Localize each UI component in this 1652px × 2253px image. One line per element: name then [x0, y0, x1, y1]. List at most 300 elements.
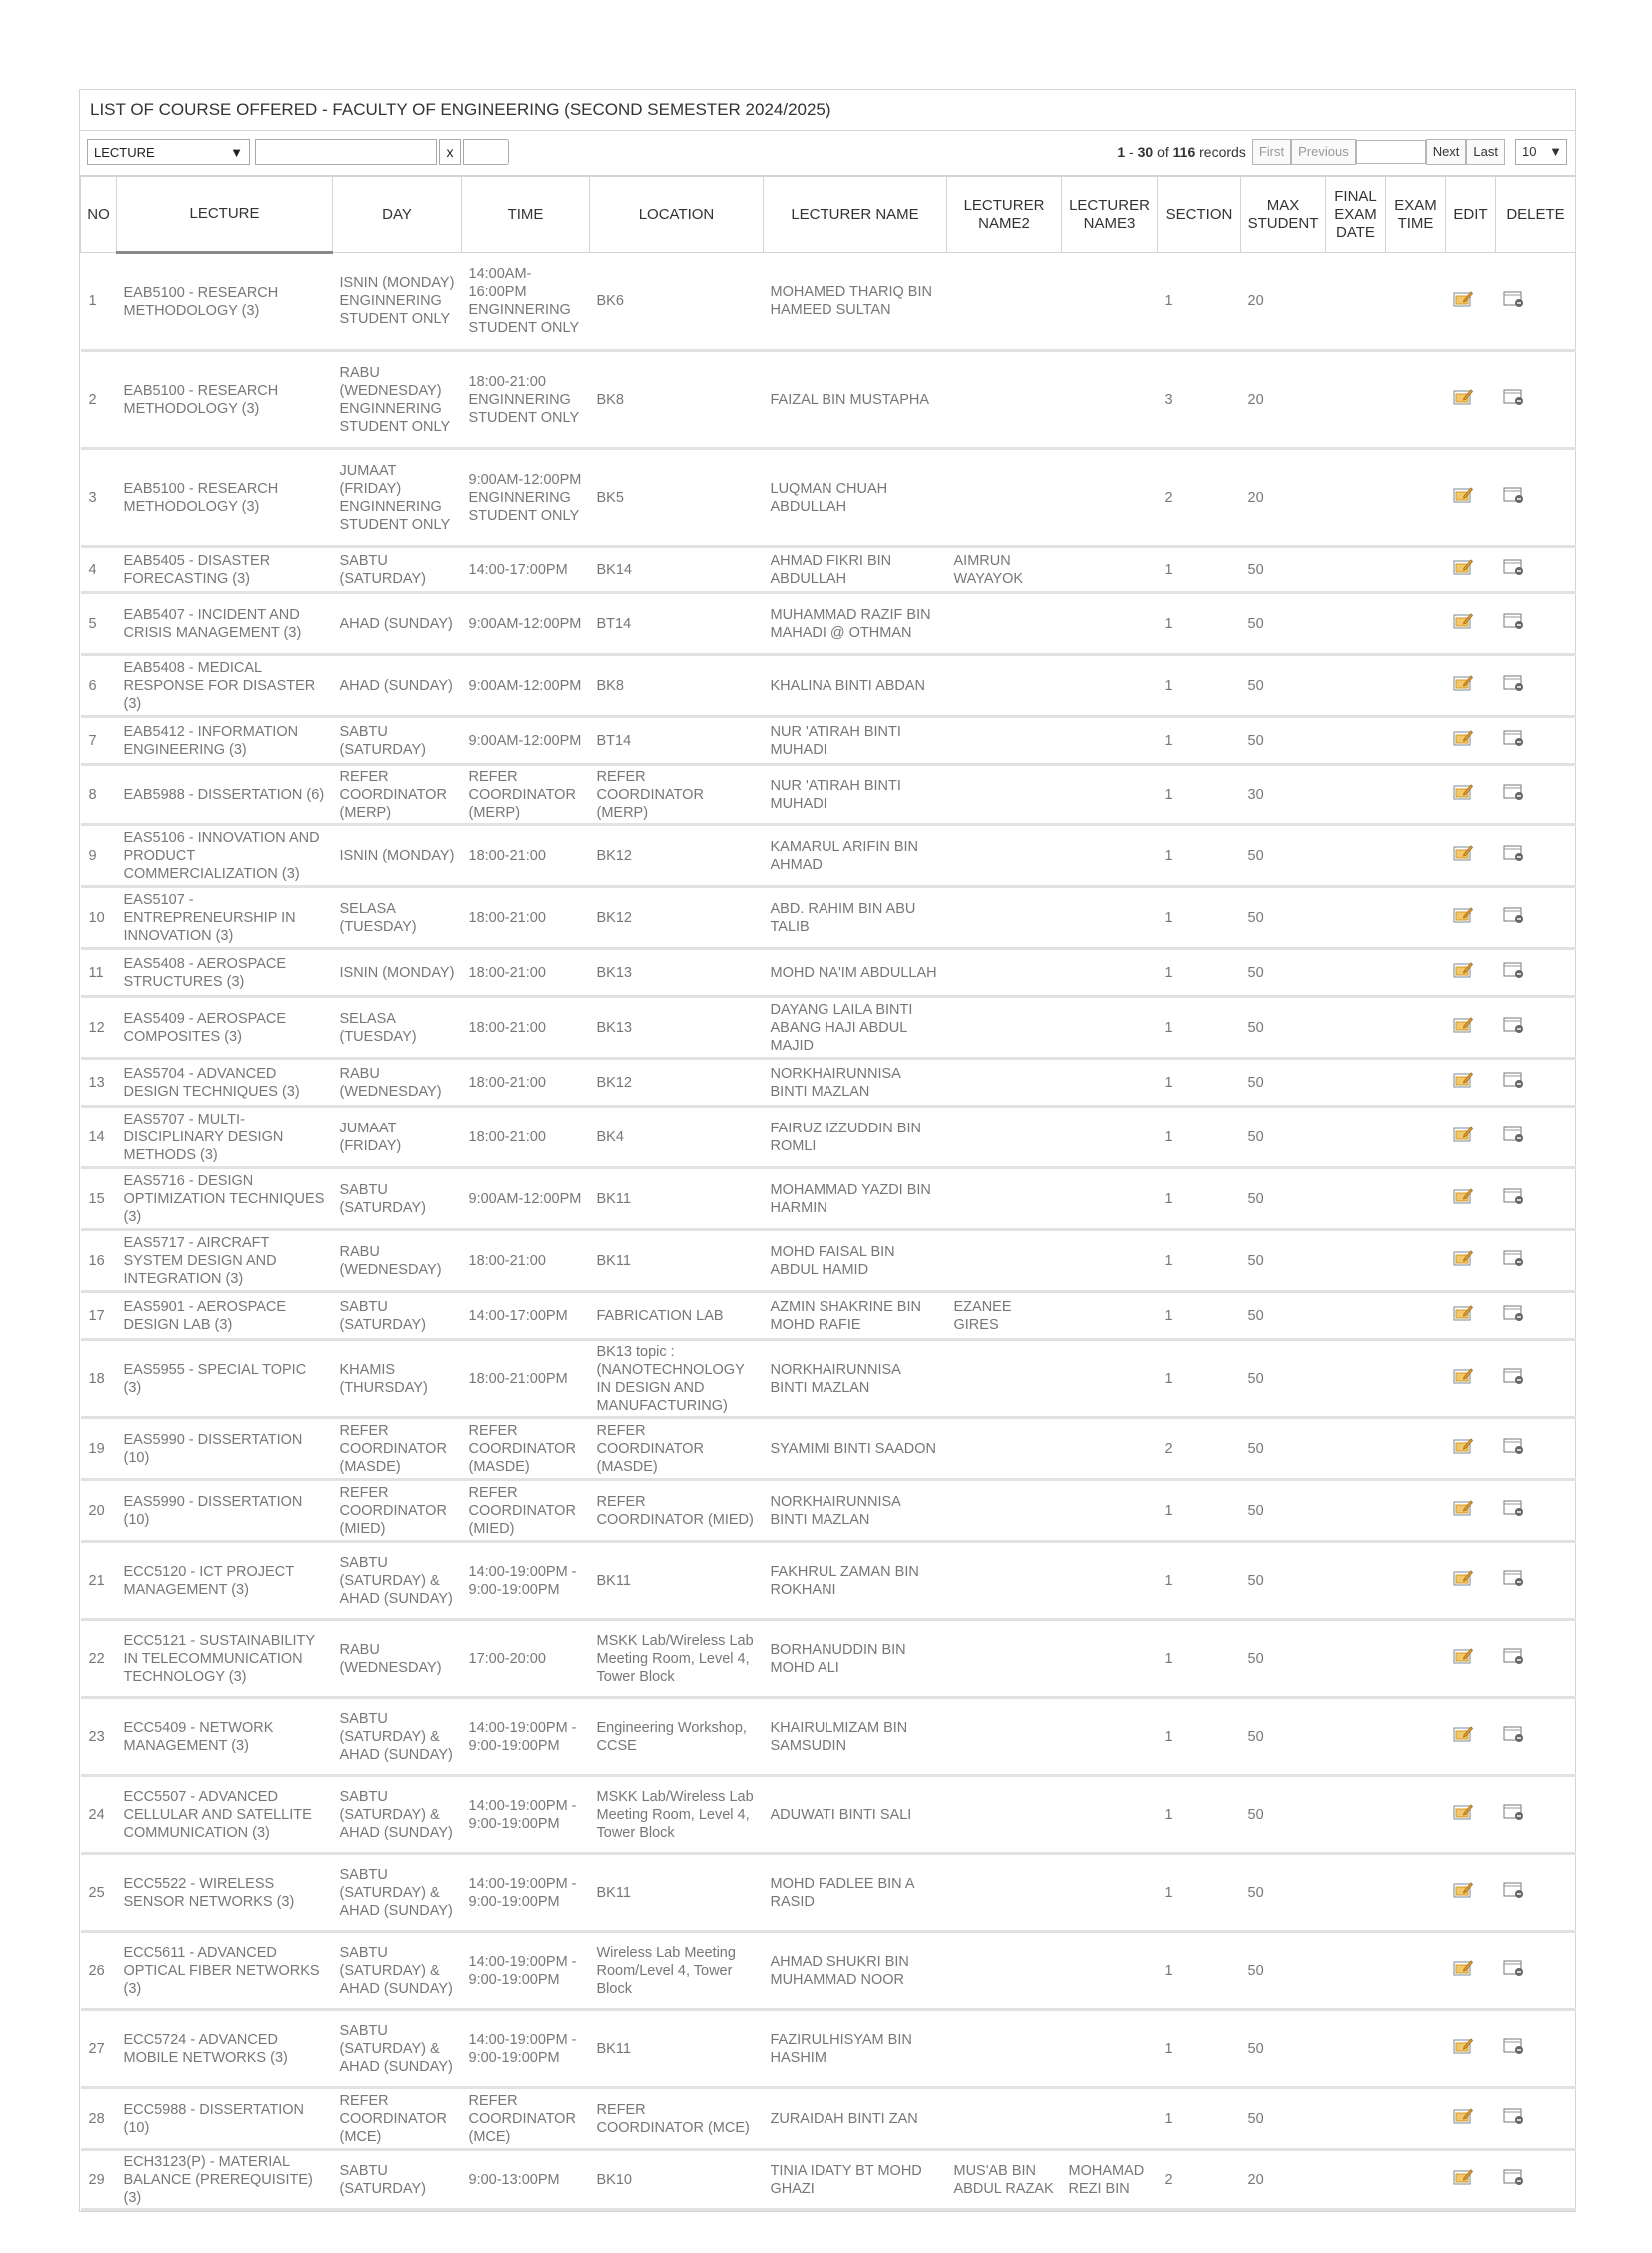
row-day: SABTU (SATURDAY)	[333, 717, 462, 765]
row-lecturer-name: NORKHAIRUNNISA BINTI MAZLAN	[764, 1340, 947, 1418]
row-lecturer-name: NORKHAIRUNNISA BINTI MAZLAN	[764, 1059, 947, 1107]
table-row	[81, 1230, 1576, 1292]
edit-button[interactable]	[1446, 717, 1496, 765]
row-lecturer-name: NUR 'ATIRAH BINTI MUHADI	[764, 717, 947, 765]
delete-icon[interactable]	[1503, 1881, 1525, 1904]
row-time: REFER COORDINATOR (MERP)	[462, 765, 590, 825]
row-lecturer-name3	[1062, 1059, 1158, 1107]
row-day: REFER COORDINATOR (MERP)	[333, 765, 462, 825]
previous-page-button[interactable]: Previous	[1291, 139, 1356, 165]
row-day: RABU (WEDNESDAY) ENGINNERING STUDENT ONLY	[333, 351, 462, 449]
row-lecture: EAS5107 - ENTREPRENEURSHIP IN INNOVATION (3)	[117, 887, 333, 949]
row-section: 1	[1158, 1059, 1241, 1107]
row-lecturer-name: MOHAMMAD YAZDI BIN HARMIN	[764, 1168, 947, 1230]
row-exam-time	[1386, 949, 1446, 997]
row-lecturer-name3	[1062, 1776, 1158, 1854]
course-table	[80, 176, 1576, 2211]
row-lecturer-name2	[947, 1698, 1062, 1776]
row-lecture: EAS5990 - DISSERTATION (10)	[117, 1480, 333, 1542]
row-day: JUMAAT (FRIDAY)	[333, 1107, 462, 1168]
delete-icon[interactable]	[1503, 1126, 1525, 1148]
row-location: BK12	[590, 825, 764, 887]
edit-icon[interactable]	[1453, 2168, 1473, 2191]
row-final-exam-date	[1326, 825, 1386, 887]
delete-icon[interactable]	[1503, 1803, 1525, 1826]
header-col-final-exam-date: FINAL EXAM DATE	[1326, 177, 1386, 253]
delete-icon[interactable]	[1503, 1249, 1525, 1272]
row-lecturer-name2	[947, 2088, 1062, 2150]
table-toolbar	[80, 131, 1575, 176]
delete-button[interactable]	[1496, 717, 1576, 765]
edit-icon[interactable]	[1453, 2107, 1473, 2130]
delete-button[interactable]	[1496, 1230, 1576, 1292]
row-lecturer-name3	[1062, 1698, 1158, 1776]
table-row	[81, 1340, 1576, 1418]
delete-button[interactable]	[1496, 1542, 1576, 1620]
row-final-exam-date	[1326, 351, 1386, 449]
row-lecturer-name: TINIA IDATY BT MOHD GHAZI	[764, 2150, 947, 2210]
delete-button[interactable]	[1496, 1932, 1576, 2010]
row-lecturer-name3	[1062, 997, 1158, 1059]
edit-icon[interactable]	[1453, 1959, 1473, 1982]
edit-icon[interactable]	[1453, 388, 1473, 411]
row-lecturer-name: MOHAMED THARIQ BIN HAMEED SULTAN	[764, 253, 947, 351]
pager	[1117, 139, 1567, 165]
row-location: BK14	[590, 547, 764, 593]
clear-filter-button[interactable]: x	[439, 139, 461, 165]
header-col-lecturer-name: LECTURER NAME	[764, 177, 947, 253]
table-row	[81, 1480, 1576, 1542]
delete-button[interactable]	[1496, 1107, 1576, 1168]
row-day: SABTU (SATURDAY) & AHAD (SUNDAY)	[333, 2010, 462, 2088]
table-row	[81, 1932, 1576, 2010]
delete-icon[interactable]	[1503, 844, 1525, 867]
row-no: 29	[81, 2150, 117, 2210]
row-lecture: EAS5106 - INNOVATION AND PRODUCT COMMERCIALIZATION (3)	[117, 825, 333, 887]
row-exam-time	[1386, 593, 1446, 655]
row-lecturer-name2	[947, 1542, 1062, 1620]
row-day: SABTU (SATURDAY)	[333, 1292, 462, 1340]
header-col-location[interactable]: LOCATION	[590, 177, 764, 253]
header-col-time[interactable]: TIME	[462, 177, 590, 253]
row-section: 1	[1158, 1292, 1241, 1340]
table-row	[81, 717, 1576, 765]
edit-icon[interactable]	[1453, 2037, 1473, 2060]
edit-button[interactable]	[1446, 1418, 1496, 1480]
delete-button[interactable]	[1496, 1854, 1576, 1932]
edit-button[interactable]	[1446, 547, 1496, 593]
delete-icon[interactable]	[1503, 783, 1525, 806]
table-row	[81, 253, 1576, 351]
row-lecturer-name: AHMAD SHUKRI BIN MUHAMMAD NOOR	[764, 1932, 947, 2010]
row-max-student: 50	[1241, 1932, 1326, 2010]
edit-icon[interactable]	[1453, 1881, 1473, 1904]
row-final-exam-date	[1326, 949, 1386, 997]
delete-icon[interactable]	[1503, 961, 1525, 984]
edit-button[interactable]	[1446, 825, 1496, 887]
edit-icon[interactable]	[1453, 1569, 1473, 1592]
row-lecturer-name2	[947, 449, 1062, 547]
delete-icon[interactable]	[1503, 612, 1525, 635]
last-page-button[interactable]: Last	[1466, 139, 1505, 165]
row-lecturer-name2	[947, 1620, 1062, 1698]
edit-icon[interactable]	[1453, 906, 1473, 929]
delete-button[interactable]	[1496, 1620, 1576, 1698]
row-exam-time	[1386, 1776, 1446, 1854]
delete-button[interactable]	[1496, 2010, 1576, 2088]
row-max-student: 50	[1241, 825, 1326, 887]
row-exam-time	[1386, 1932, 1446, 2010]
row-max-student: 50	[1241, 949, 1326, 997]
delete-icon[interactable]	[1503, 2107, 1525, 2130]
row-location: BT14	[590, 593, 764, 655]
edit-button[interactable]	[1446, 1107, 1496, 1168]
row-max-student: 50	[1241, 1418, 1326, 1480]
row-lecturer-name3	[1062, 2010, 1158, 2088]
row-final-exam-date	[1326, 253, 1386, 351]
row-day: SABTU (SATURDAY) & AHAD (SUNDAY)	[333, 1542, 462, 1620]
row-lecture: ECC5724 - ADVANCED MOBILE NETWORKS (3)	[117, 2010, 333, 2088]
row-exam-time	[1386, 2150, 1446, 2210]
delete-icon[interactable]	[1503, 1016, 1525, 1039]
row-final-exam-date	[1326, 593, 1386, 655]
header-col-day[interactable]: DAY	[333, 177, 462, 253]
row-location: BK11	[590, 1168, 764, 1230]
delete-icon[interactable]	[1503, 486, 1525, 509]
delete-icon[interactable]	[1503, 2168, 1525, 2191]
edit-button[interactable]	[1446, 1698, 1496, 1776]
edit-icon[interactable]	[1453, 674, 1473, 697]
column-filter-select[interactable]	[87, 139, 250, 165]
header-col-edit: EDIT	[1446, 177, 1496, 253]
edit-button[interactable]	[1446, 2088, 1496, 2150]
edit-button[interactable]	[1446, 593, 1496, 655]
edit-icon[interactable]	[1453, 961, 1473, 984]
delete-icon[interactable]	[1503, 1187, 1525, 1210]
row-time: 9:00AM-12:00PM ENGINNERING STUDENT ONLY	[462, 449, 590, 547]
row-lecture: EAS5408 - AEROSPACE STRUCTURES (3)	[117, 949, 333, 997]
row-exam-time	[1386, 2088, 1446, 2150]
row-time: 18:00-21:00 ENGINNERING STUDENT ONLY	[462, 351, 590, 449]
header-col-lecture[interactable]: LECTURE	[117, 177, 333, 253]
delete-button[interactable]	[1496, 1059, 1576, 1107]
edit-button[interactable]	[1446, 1340, 1496, 1418]
delete-icon[interactable]	[1503, 1959, 1525, 1982]
row-lecturer-name: ABD. RAHIM BIN ABU TALIB	[764, 887, 947, 949]
edit-icon[interactable]	[1453, 1647, 1473, 1670]
row-no: 19	[81, 1418, 117, 1480]
delete-button[interactable]	[1496, 1168, 1576, 1230]
row-location: FABRICATION LAB	[590, 1292, 764, 1340]
table-row	[81, 1059, 1576, 1107]
delete-button[interactable]	[1496, 1418, 1576, 1480]
row-section: 1	[1158, 1107, 1241, 1168]
row-exam-time	[1386, 1418, 1446, 1480]
delete-icon[interactable]	[1503, 1499, 1525, 1522]
edit-icon[interactable]	[1453, 1016, 1473, 1039]
edit-button[interactable]	[1446, 949, 1496, 997]
filter-input-secondary[interactable]	[463, 139, 509, 165]
table-row	[81, 1107, 1576, 1168]
row-section: 1	[1158, 1854, 1241, 1932]
edit-icon[interactable]	[1453, 844, 1473, 867]
row-time: 18:00-21:00	[462, 997, 590, 1059]
table-row	[81, 351, 1576, 449]
row-no: 9	[81, 825, 117, 887]
row-section: 1	[1158, 1542, 1241, 1620]
delete-button[interactable]	[1496, 1292, 1576, 1340]
row-time: 18:00-21:00	[462, 949, 590, 997]
edit-icon[interactable]	[1453, 1437, 1473, 1460]
row-day: RABU (WEDNESDAY)	[333, 1059, 462, 1107]
row-lecturer-name: BORHANUDDIN BIN MOHD ALI	[764, 1620, 947, 1698]
header-col-lecturer-name3: LECTURER NAME3	[1062, 177, 1158, 253]
page-size-select[interactable]: 10 ▼	[1515, 139, 1567, 165]
header-col-exam-time: EXAM TIME	[1386, 177, 1446, 253]
row-final-exam-date	[1326, 2088, 1386, 2150]
edit-button[interactable]	[1446, 1776, 1496, 1854]
delete-icon[interactable]	[1503, 1437, 1525, 1460]
row-no: 6	[81, 655, 117, 717]
row-location: Engineering Workshop, CCSE	[590, 1698, 764, 1776]
row-max-student: 20	[1241, 2150, 1326, 2210]
delete-button[interactable]	[1496, 351, 1576, 449]
edit-button[interactable]	[1446, 2150, 1496, 2210]
table-row	[81, 593, 1576, 655]
edit-icon[interactable]	[1453, 783, 1473, 806]
row-no: 24	[81, 1776, 117, 1854]
delete-icon[interactable]	[1503, 1725, 1525, 1748]
row-exam-time	[1386, 1854, 1446, 1932]
row-no: 22	[81, 1620, 117, 1698]
row-lecturer-name: MUHAMMAD RAZIF BIN MAHADI @ OTHMAN	[764, 593, 947, 655]
row-location: MSKK Lab/Wireless Lab Meeting Room, Level 4, Tower Block	[590, 1776, 764, 1854]
table-row	[81, 2010, 1576, 2088]
delete-icon[interactable]	[1503, 1569, 1525, 1592]
edit-button[interactable]	[1446, 887, 1496, 949]
row-lecturer-name: FAZIRULHISYAM BIN HASHIM	[764, 2010, 947, 2088]
row-max-student: 50	[1241, 1107, 1326, 1168]
delete-button[interactable]	[1496, 253, 1576, 351]
row-lecturer-name: KHAIRULMIZAM BIN SAMSUDIN	[764, 1698, 947, 1776]
row-max-student: 50	[1241, 1776, 1326, 1854]
edit-button[interactable]	[1446, 1168, 1496, 1230]
delete-button[interactable]	[1496, 1776, 1576, 1854]
table-row	[81, 1698, 1576, 1776]
row-section: 3	[1158, 351, 1241, 449]
edit-icon[interactable]	[1453, 486, 1473, 509]
row-time: 18:00-21:00PM	[462, 1340, 590, 1418]
row-day: SABTU (SATURDAY) & AHAD (SUNDAY)	[333, 1776, 462, 1854]
edit-button[interactable]	[1446, 2010, 1496, 2088]
row-max-student: 50	[1241, 593, 1326, 655]
edit-button[interactable]	[1446, 1292, 1496, 1340]
row-final-exam-date	[1326, 1340, 1386, 1418]
row-section: 1	[1158, 1620, 1241, 1698]
row-time: 18:00-21:00	[462, 1107, 590, 1168]
row-time: 14:00-19:00PM - 9:00-19:00PM	[462, 1698, 590, 1776]
row-no: 14	[81, 1107, 117, 1168]
row-final-exam-date	[1326, 1107, 1386, 1168]
row-final-exam-date	[1326, 1418, 1386, 1480]
row-lecturer-name: AHMAD FIKRI BIN ABDULLAH	[764, 547, 947, 593]
edit-button[interactable]	[1446, 1230, 1496, 1292]
row-section: 1	[1158, 765, 1241, 825]
delete-icon[interactable]	[1503, 674, 1525, 697]
table-row	[81, 655, 1576, 717]
row-lecturer-name3	[1062, 1620, 1158, 1698]
edit-button[interactable]	[1446, 1854, 1496, 1932]
row-lecturer-name: SYAMIMI BINTI SAADON	[764, 1418, 947, 1480]
row-no: 27	[81, 2010, 117, 2088]
edit-button[interactable]	[1446, 253, 1496, 351]
row-lecturer-name2	[947, 1230, 1062, 1292]
row-lecturer-name2	[947, 825, 1062, 887]
delete-button[interactable]	[1496, 547, 1576, 593]
row-day: JUMAAT (FRIDAY) ENGINNERING STUDENT ONLY	[333, 449, 462, 547]
row-max-student: 50	[1241, 1168, 1326, 1230]
edit-button[interactable]	[1446, 997, 1496, 1059]
row-final-exam-date	[1326, 1168, 1386, 1230]
delete-button[interactable]	[1496, 1340, 1576, 1418]
row-lecturer-name3	[1062, 1932, 1158, 2010]
delete-button[interactable]	[1496, 1480, 1576, 1542]
delete-button[interactable]	[1496, 449, 1576, 547]
row-lecturer-name2	[947, 1854, 1062, 1932]
row-section: 1	[1158, 997, 1241, 1059]
row-lecture: EAB5412 - INFORMATION ENGINEERING (3)	[117, 717, 333, 765]
row-no: 2	[81, 351, 117, 449]
row-final-exam-date	[1326, 2150, 1386, 2210]
edit-button[interactable]	[1446, 765, 1496, 825]
delete-button[interactable]	[1496, 997, 1576, 1059]
edit-button[interactable]	[1446, 1620, 1496, 1698]
delete-button[interactable]	[1496, 593, 1576, 655]
row-location: REFER COORDINATOR (MCE)	[590, 2088, 764, 2150]
table-row	[81, 2150, 1576, 2210]
row-lecturer-name2	[947, 887, 1062, 949]
edit-button[interactable]	[1446, 449, 1496, 547]
row-lecturer-name2	[947, 1107, 1062, 1168]
delete-button[interactable]	[1496, 765, 1576, 825]
row-location: BK8	[590, 351, 764, 449]
delete-button[interactable]	[1496, 949, 1576, 997]
row-lecturer-name: KHALINA BINTI ABDAN	[764, 655, 947, 717]
page-number-input[interactable]	[1356, 140, 1426, 164]
edit-icon[interactable]	[1453, 290, 1473, 313]
delete-button[interactable]	[1496, 825, 1576, 887]
row-location: Wireless Lab Meeting Room/Level 4, Tower Block	[590, 1932, 764, 2010]
delete-icon[interactable]	[1503, 1647, 1525, 1670]
edit-button[interactable]	[1446, 1932, 1496, 2010]
edit-icon[interactable]	[1453, 1803, 1473, 1826]
delete-button[interactable]	[1496, 2150, 1576, 2210]
delete-button[interactable]	[1496, 655, 1576, 717]
row-no: 20	[81, 1480, 117, 1542]
row-final-exam-date	[1326, 1230, 1386, 1292]
row-lecturer-name3	[1062, 1418, 1158, 1480]
row-time: REFER COORDINATOR (MCE)	[462, 2088, 590, 2150]
filter-input[interactable]	[255, 139, 437, 165]
row-lecture: ECC5522 - WIRELESS SENSOR NETWORKS (3)	[117, 1854, 333, 1932]
row-no: 21	[81, 1542, 117, 1620]
row-lecturer-name3	[1062, 1854, 1158, 1932]
table-row	[81, 887, 1576, 949]
row-day: SELASA (TUESDAY)	[333, 887, 462, 949]
edit-button[interactable]	[1446, 351, 1496, 449]
row-final-exam-date	[1326, 1854, 1386, 1932]
row-final-exam-date	[1326, 765, 1386, 825]
edit-icon[interactable]	[1453, 1249, 1473, 1272]
delete-icon[interactable]	[1503, 388, 1525, 411]
row-lecturer-name: NORKHAIRUNNISA BINTI MAZLAN	[764, 1480, 947, 1542]
row-day: SABTU (SATURDAY) & AHAD (SUNDAY)	[333, 1698, 462, 1776]
row-max-student: 50	[1241, 1340, 1326, 1418]
row-lecturer-name3	[1062, 1340, 1158, 1418]
edit-icon[interactable]	[1453, 612, 1473, 635]
edit-icon[interactable]	[1453, 1367, 1473, 1390]
row-lecture: EAB5100 - RESEARCH METHODOLOGY (3)	[117, 253, 333, 351]
delete-icon[interactable]	[1503, 729, 1525, 752]
delete-icon[interactable]	[1503, 1304, 1525, 1327]
delete-icon[interactable]	[1503, 1071, 1525, 1094]
row-exam-time	[1386, 1168, 1446, 1230]
delete-icon[interactable]	[1503, 2037, 1525, 2060]
edit-button[interactable]	[1446, 1059, 1496, 1107]
row-lecturer-name3	[1062, 655, 1158, 717]
edit-icon[interactable]	[1453, 1126, 1473, 1148]
row-day: KHAMIS (THURSDAY)	[333, 1340, 462, 1418]
edit-icon[interactable]	[1453, 729, 1473, 752]
delete-icon[interactable]	[1503, 290, 1525, 313]
row-max-student: 50	[1241, 1059, 1326, 1107]
edit-icon[interactable]	[1453, 1187, 1473, 1210]
row-section: 1	[1158, 655, 1241, 717]
row-time: REFER COORDINATOR (MIED)	[462, 1480, 590, 1542]
row-lecturer-name2	[947, 655, 1062, 717]
edit-icon[interactable]	[1453, 1304, 1473, 1327]
row-time: 9:00AM-12:00PM	[462, 593, 590, 655]
row-location: BK8	[590, 655, 764, 717]
row-lecturer-name3	[1062, 1230, 1158, 1292]
edit-icon[interactable]	[1453, 558, 1473, 581]
edit-icon[interactable]	[1453, 1071, 1473, 1094]
row-lecture: ECC5988 - DISSERTATION (10)	[117, 2088, 333, 2150]
record-count: 1 - 30 of 116 records	[1117, 144, 1246, 160]
delete-button[interactable]	[1496, 887, 1576, 949]
row-lecturer-name2	[947, 351, 1062, 449]
delete-icon[interactable]	[1503, 906, 1525, 929]
edit-icon[interactable]	[1453, 1499, 1473, 1522]
row-lecture: ECC5121 - SUSTAINABILITY IN TELECOMMUNICATION TECHNOLOGY (3)	[117, 1620, 333, 1698]
row-lecturer-name: ZURAIDAH BINTI ZAN	[764, 2088, 947, 2150]
delete-icon[interactable]	[1503, 1367, 1525, 1390]
delete-button[interactable]	[1496, 1698, 1576, 1776]
row-time: 14:00-19:00PM - 9:00-19:00PM	[462, 1932, 590, 2010]
delete-icon[interactable]	[1503, 558, 1525, 581]
edit-button[interactable]	[1446, 1480, 1496, 1542]
delete-button[interactable]	[1496, 2088, 1576, 2150]
row-exam-time	[1386, 655, 1446, 717]
first-page-button[interactable]: First	[1252, 139, 1291, 165]
edit-button[interactable]	[1446, 655, 1496, 717]
next-page-button[interactable]: Next	[1426, 139, 1467, 165]
row-no: 18	[81, 1340, 117, 1418]
edit-button[interactable]	[1446, 1542, 1496, 1620]
row-exam-time	[1386, 1620, 1446, 1698]
edit-icon[interactable]	[1453, 1725, 1473, 1748]
row-day: REFER COORDINATOR (MCE)	[333, 2088, 462, 2150]
